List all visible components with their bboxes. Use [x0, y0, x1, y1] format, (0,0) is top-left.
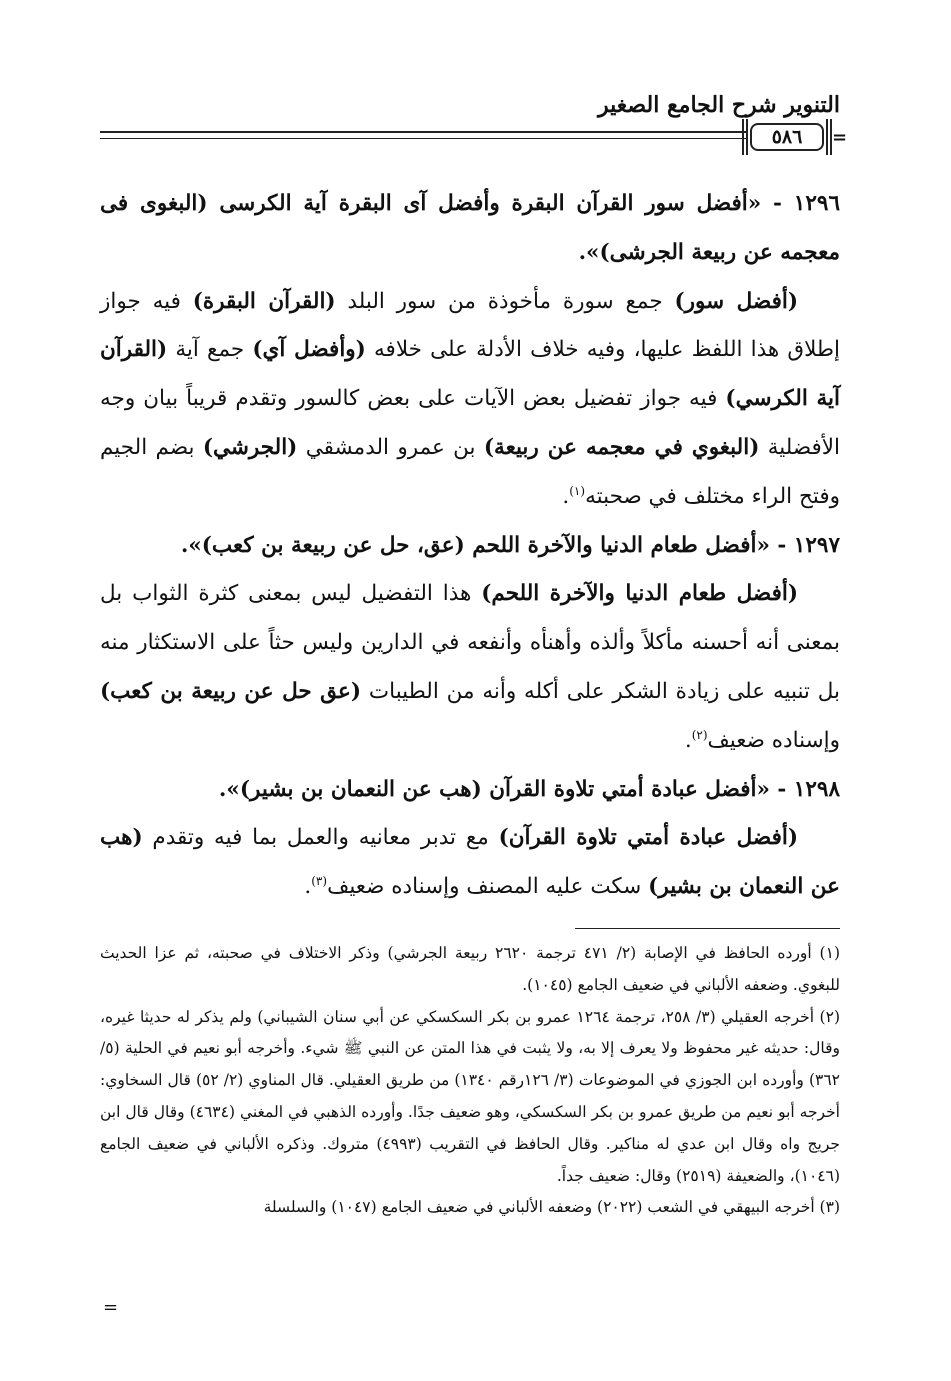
commentary-lemma: (هب عن النعمان بن بشير) — [100, 825, 840, 900]
header-rule — [100, 131, 748, 133]
header-rule-thin — [100, 138, 748, 139]
sentence-end: . — [562, 483, 570, 509]
commentary-1298 — [100, 814, 840, 912]
commentary-text: جمع آية — [167, 337, 253, 363]
commentary-text: بن عمرو الدمشقي — [297, 434, 484, 460]
commentary-text: هذا التفضيل ليس بمعنى كثرة الثواب بل بمعنى أنه أحسنه مأكلاً وألذه وأهنأه وأنفعه في الدارين وليس حثاً على الاستكثار منه بل تنبيه على زيادة الشكر على أكله وأنه من الطيبات — [100, 581, 841, 704]
commentary-lemma: (القرآن آية الكرسي) — [100, 337, 840, 412]
commentary-lemma: (وأفضل آي) — [252, 337, 366, 363]
commentary-lemma: (أفضل سور) — [674, 288, 798, 314]
commentary-text: فيه جواز تفضيل بعض الآيات على بعض كالسور وتقدم قريباً بيان وجه الأفضلية — [100, 386, 841, 460]
commentary-lemma: (أفضل طعام الدنيا والآخرة اللحم) — [481, 581, 798, 607]
footnote-1: (١) أورده الحافظ في الإصابة (٢/ ٤٧١ ترجمة ٢٦٢٠ ربيعة الجرشي) وذكر الاختلاف في صحبته، ثم عزا الحديث للبغوي. وضعفه الألباني في ضعيف الجامع (١٠٤٥). — [100, 944, 840, 994]
footnote-separator — [575, 928, 840, 929]
footnotes — [100, 938, 840, 1224]
sentence-end: . — [304, 874, 312, 900]
commentary-lemma: (عق حل عن ربيعة بن كعب) — [100, 678, 362, 704]
note-ref-1: (١) — [569, 483, 586, 498]
note-ref-2: (٢) — [691, 727, 708, 742]
footnote-2: (٢) أخرجه العقيلي (٣/ ٢٥٨، ترجمة ١٢٦٤ عمرو بن بكر السكسكي عن أبي سنان الشيباني) ولم يذكر له حديثا غيره، وقال: حديثه غير محفوظ ولا يعرف إلا به، ولا يثبت في هذا المتن عن النبي ﷺ شيء. وأخرجه أبو نعيم في الحلية (٥/ ٣٦٢) وأورده ابن الجوزي في الموضوعات (٣/ ١٢٦رقم ١٣٤٠) من طريق العقيلي. قال المناوي (٢/ ٥٢) قال السخاوي: أخرجه أبو نعيم من طريق عمرو بن بكر السكسكي، وهو ضعيف جدًا. وأورده الذهبي في المغني (٤٦٣٤) وقال قال ابن جريج واه وقال ابن عدي له مناكير. وقال الحافظ في التقريب (٤٩٩٣) متروك. وذكره الألباني في ضعيف الجامع (١٠٤٦)، والضعيفة (٢٥١٩) وقال: ضعيف جداً. — [100, 1007, 841, 1185]
sentence-end: . — [684, 727, 692, 753]
footnote-continuation-mark: = — [103, 1297, 119, 1318]
commentary-text: وإسناده ضعيف — [707, 727, 840, 753]
commentary-text: بضم الجيم وفتح الراء مختلف في صحبته — [100, 434, 840, 509]
commentary-1297 — [100, 570, 840, 765]
commentary-lemma: (البغوي في معجمه عن ربيعة) — [483, 434, 760, 460]
commentary-text: سكت عليه المصنف وإسناده ضعيف — [327, 874, 649, 900]
commentary-lemma: (الجرشي) — [202, 434, 298, 460]
hadith-1298: ١٢٩٨ - «أفضل عبادة أمتي تلاوة القرآن (هب عن النعمان بن بشير)». — [218, 776, 840, 802]
commentary-1296 — [100, 278, 840, 522]
header-continuation-mark: = — [832, 127, 848, 148]
commentary-lemma: (أفضل عبادة أمتي تلاوة القرآن) — [498, 825, 798, 851]
footnote-3: (٣) أخرجه البيهقي في الشعب (٢٠٢٢) وضعفه الألباني في ضعيف الجامع (١٠٤٧) والسلسلة — [263, 1198, 840, 1217]
running-title: التنوير شرح الجامع الصغير — [598, 92, 840, 118]
commentary-text: فيه جواز إطلاق هذا اللفظ عليها، وفيه خلاف الأدلة على خلافه — [100, 288, 840, 363]
note-ref-3: (٣) — [311, 874, 328, 888]
commentary-body — [100, 581, 840, 752]
commentary-text: جمع سورة مأخوذة من سور البلد — [335, 288, 675, 314]
commentary-lemma: (القرآن البقرة) — [192, 288, 336, 314]
commentary-text: مع تدبر معانيه والعمل بما فيه وتقدم — [142, 825, 499, 851]
page-number: ٥٨٦ — [750, 123, 824, 151]
hadith-1297: ١٢٩٧ - «أفضل طعام الدنيا والآخرة اللحم (عق، حل عن ربيعة بن كعب)». — [180, 532, 840, 558]
commentary-body — [100, 289, 840, 509]
hadith-1296: ١٢٩٦ - «أفضل سور القرآن البقرة وأفضل آى البقرة آية الكرسى (البغوى فى معجمه عن ربيعة الجرشى)». — [100, 191, 840, 265]
main-text — [100, 180, 840, 912]
commentary-body — [100, 825, 840, 899]
